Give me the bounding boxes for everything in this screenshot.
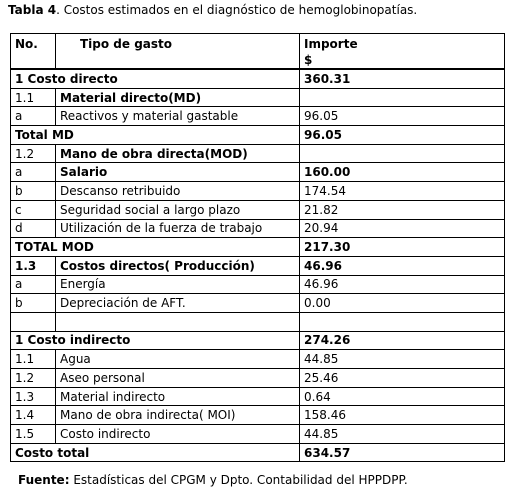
row-amount: 21.82: [300, 200, 505, 219]
table-row: [11, 443, 505, 462]
row-expense-type: Seguridad social a largo plazo: [56, 200, 300, 219]
row-expense-type: Salario: [56, 163, 300, 182]
table-row: [11, 331, 505, 350]
row-amount: 217.30: [300, 238, 505, 257]
table-row: [11, 238, 505, 257]
row-amount: 25.46: [300, 369, 505, 388]
row-amount: 0.64: [300, 387, 505, 406]
row-expense-type: Utilización de la fuerza de trabajo: [56, 219, 300, 238]
table-row: [11, 294, 505, 313]
table-row: [11, 126, 505, 145]
table-header-row: [11, 34, 505, 70]
row-amount: 174.54: [300, 182, 505, 201]
row-expense-type: Costo indirecto: [56, 425, 300, 444]
table-row: [11, 312, 505, 331]
row-number: 1.1: [11, 88, 56, 107]
table-row: [11, 425, 505, 444]
footer-label: Fuente:: [18, 473, 70, 487]
row-amount: 20.94: [300, 219, 505, 238]
row-label: TOTAL MOD: [11, 238, 300, 257]
header-importe-line2: $: [304, 53, 313, 67]
table-caption: [8, 3, 417, 17]
row-expense-type: Descanso retribuido: [56, 182, 300, 201]
row-label: Costo total: [11, 443, 300, 462]
row-amount: 44.85: [300, 425, 505, 444]
row-expense-type: Mano de obra directa(MOD): [56, 144, 300, 163]
table-row: [11, 182, 505, 201]
row-amount: 360.31: [300, 69, 505, 88]
row-amount: 0.00: [300, 294, 505, 313]
row-number: a: [11, 275, 56, 294]
table-row: [11, 88, 505, 107]
row-amount: 46.96: [300, 275, 505, 294]
table-row: [11, 219, 505, 238]
row-number: [11, 312, 56, 331]
table-row: [11, 406, 505, 425]
row-number: 1.3: [11, 256, 56, 275]
row-amount: [300, 312, 505, 331]
row-number: 1.1: [11, 350, 56, 369]
row-expense-type: Costos directos( Producción): [56, 256, 300, 275]
row-number: 1.5: [11, 425, 56, 444]
row-number: 1.2: [11, 369, 56, 388]
table-row: [11, 200, 505, 219]
table-row: [11, 275, 505, 294]
row-amount: 274.26: [300, 331, 505, 350]
header-importe-line1: Importe: [304, 37, 358, 51]
row-expense-type: Material directo(MD): [56, 88, 300, 107]
caption-text: . Costos estimados en el diagnóstico de hemoglobinopatías.: [56, 3, 418, 17]
table-row: [11, 369, 505, 388]
row-expense-type: [56, 312, 300, 331]
table-row: [11, 107, 505, 126]
row-expense-type: Material indirecto: [56, 387, 300, 406]
row-expense-type: Depreciación de AFT.: [56, 294, 300, 313]
row-number: b: [11, 182, 56, 201]
costs-table-body: [11, 34, 505, 462]
footer-text: Estadísticas del CPGM y Dpto. Contabilidad del HPPDPP.: [69, 473, 408, 487]
row-expense-type: Energía: [56, 275, 300, 294]
header-no: No.: [11, 34, 56, 70]
caption-label: Tabla 4: [8, 3, 57, 17]
row-number: 1.4: [11, 406, 56, 425]
table-footer-source: [18, 473, 408, 487]
header-importe: [300, 34, 505, 70]
row-number: a: [11, 163, 56, 182]
row-expense-type: Reactivos y material gastable: [56, 107, 300, 126]
row-amount: [300, 88, 505, 107]
row-expense-type: Mano de obra indirecta( MOI): [56, 406, 300, 425]
header-tipo-gasto: Tipo de gasto: [56, 34, 300, 70]
row-expense-type: Agua: [56, 350, 300, 369]
row-amount: 96.05: [300, 126, 505, 145]
table-row: [11, 69, 505, 88]
row-amount: 160.00: [300, 163, 505, 182]
table-row: [11, 350, 505, 369]
row-label: Total MD: [11, 126, 300, 145]
row-amount: 158.46: [300, 406, 505, 425]
costs-table: [10, 33, 505, 462]
row-amount: 96.05: [300, 107, 505, 126]
row-amount: 44.85: [300, 350, 505, 369]
row-amount: [300, 144, 505, 163]
row-number: a: [11, 107, 56, 126]
table-row: [11, 163, 505, 182]
table-row: [11, 256, 505, 275]
row-expense-type: Aseo personal: [56, 369, 300, 388]
row-number: b: [11, 294, 56, 313]
row-number: d: [11, 219, 56, 238]
table-row: [11, 144, 505, 163]
row-label: 1 Costo indirecto: [11, 331, 300, 350]
row-amount: 634.57: [300, 443, 505, 462]
row-amount: 46.96: [300, 256, 505, 275]
table-row: [11, 387, 505, 406]
row-number: c: [11, 200, 56, 219]
row-number: 1.3: [11, 387, 56, 406]
row-number: 1.2: [11, 144, 56, 163]
row-label: 1 Costo directo: [11, 69, 300, 88]
